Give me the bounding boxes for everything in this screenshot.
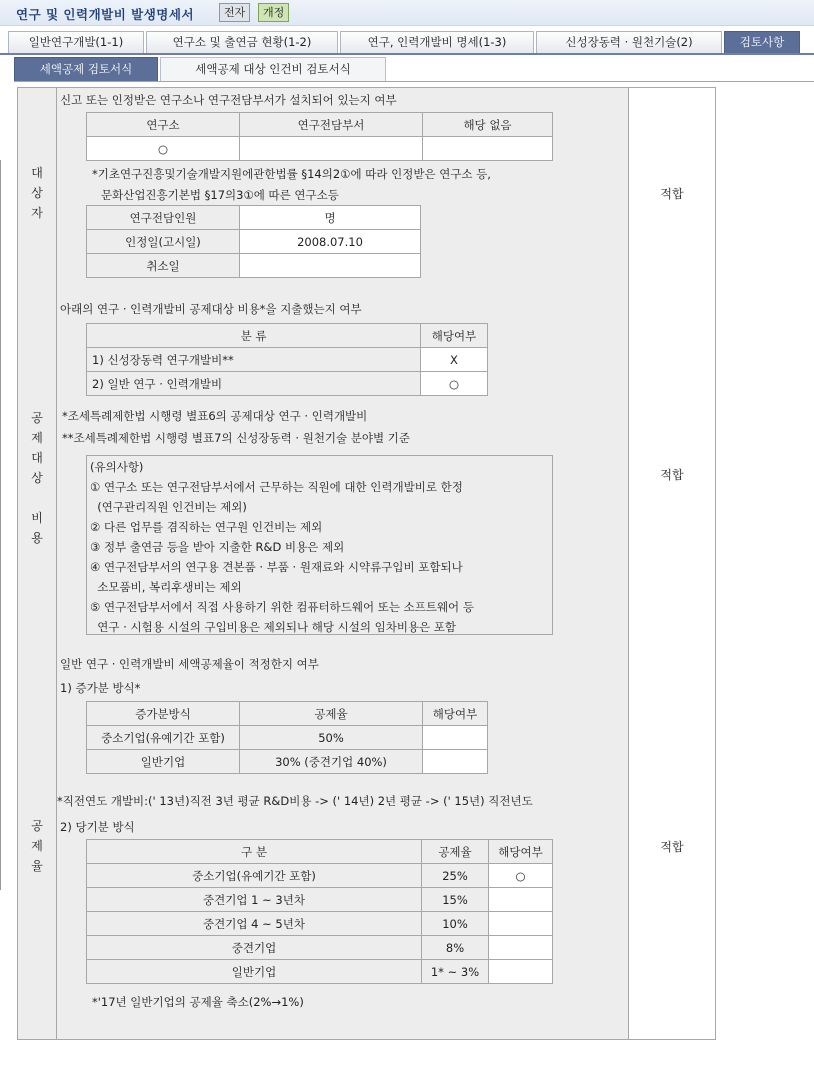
result-text: 적합 [660, 187, 684, 201]
lab-type-table [86, 112, 553, 161]
review-form [17, 87, 716, 1040]
general-apply[interactable] [423, 750, 488, 774]
caution-item-2: ② 다른 업무를 겸직하는 연구원 인건비는 제외 [90, 520, 323, 534]
caution-item-4: ④ 연구전담부서의 연구용 견본품 · 부품 · 원재료와 시약류구입비 포함되나 [90, 560, 463, 574]
lab-info-table [86, 205, 421, 278]
sub-tabs [14, 57, 814, 82]
tab-new-growth[interactable]: 신성장동력 · 원천기술(2) [536, 31, 722, 53]
section-label-rate: 공 제 율 [18, 653, 57, 1039]
none-value[interactable] [423, 137, 553, 161]
approval-date-value[interactable]: 2008.07.10 [240, 230, 421, 254]
incremental-header: 증가분방식 [87, 702, 240, 726]
general-rate: 1* ~ 3% [422, 960, 489, 984]
subtab-tax-credit-review[interactable]: 세액공제 검토서식 [14, 57, 158, 81]
tab-rnd-details[interactable]: 연구, 인력개발비 명세(1-3) [340, 31, 534, 53]
apply-header: 해당여부 [421, 324, 488, 348]
general-rate: 30% (중견기업 40%) [240, 750, 423, 774]
staff-count-label: 연구전담인원 [87, 206, 240, 230]
section-eligibility [18, 88, 715, 298]
dept-header: 연구전담부서 [240, 113, 423, 137]
revision-button[interactable]: 개정 [258, 3, 289, 22]
cancel-date-label: 취소일 [87, 254, 240, 278]
law-note-2: 문화산업진흥기본법 §17의3①에 따른 연구소등 [101, 188, 339, 202]
caution-item-1-cont: (연구관리직원 인건비는 제외) [90, 500, 247, 514]
general-apply[interactable] [489, 960, 553, 984]
page-title: 연구 및 인력개발비 발생명세서 [16, 7, 195, 22]
apply-header: 해당여부 [489, 840, 553, 864]
general-rnd-value[interactable]: ○ [421, 372, 488, 396]
result-costs [629, 297, 715, 653]
rate-reduction-note: *'17년 일반기업의 공제율 축소(2%→1%) [92, 995, 304, 1009]
rate-header: 공제율 [422, 840, 489, 864]
category-header: 구 분 [87, 840, 422, 864]
category-header: 분 류 [87, 324, 421, 348]
electronic-button[interactable]: 전자 [219, 3, 250, 22]
tab-review[interactable]: 검토사항 [724, 31, 800, 53]
current-rate-table [86, 839, 553, 984]
dept-value[interactable] [240, 137, 423, 161]
approval-date-label: 인정일(고시일) [87, 230, 240, 254]
law-note-1: *기초연구진흥및기술개발지원에관한법률 §14의2①에 따라 인정받은 연구소 등, [92, 167, 491, 181]
caution-item-1: ① 연구소 또는 연구전담부서에서 근무하는 직원에 대한 인력개발비로 한정 [90, 480, 463, 494]
main-tabs [0, 31, 814, 55]
section-body-rate [57, 653, 629, 1039]
caution-item-5-cont: 연구 · 시험용 시설의 구입비용은 제외되나 해당 시설의 임차비용은 포함 [90, 620, 457, 634]
sme-apply[interactable] [423, 726, 488, 750]
midsize-apply[interactable] [489, 936, 553, 960]
question-text: 아래의 연구 · 인력개발비 공제대상 비용*을 지출했는지 여부 [60, 302, 362, 316]
section-body-costs [57, 297, 629, 653]
result-rate [629, 653, 715, 1039]
midsize-rate: 8% [422, 936, 489, 960]
caution-item-5: ⑤ 연구전담부서에서 직접 사용하기 위한 컴퓨터하드웨어 또는 소프트웨어 등 [90, 600, 474, 614]
question-text: 일반 연구 · 인력개발비 세액공제율이 적정한지 여부 [60, 657, 319, 671]
staff-count-value[interactable]: 명 [240, 206, 421, 230]
title-bar [0, 0, 814, 26]
current-method-title: 2) 당기분 방식 [60, 820, 135, 834]
footnote-1: *조세특례제한법 시행령 별표6의 공제대상 연구 · 인력개발비 [62, 409, 368, 423]
sme-label: 중소기업(유예기간 포함) [87, 864, 422, 888]
section-body-eligibility [57, 88, 629, 297]
sme-rate: 25% [422, 864, 489, 888]
caution-notes [86, 455, 553, 635]
incremental-method-title: 1) 증가분 방식* [60, 681, 141, 695]
new-growth-rnd-label: 1) 신성장동력 연구개발비** [87, 348, 421, 372]
question-text: 신고 또는 인정받은 연구소나 연구전담부서가 설치되어 있는지 여부 [60, 93, 397, 107]
midsize-1-3-rate: 15% [422, 888, 489, 912]
tab-general-rnd[interactable]: 일반연구개발(1-1) [8, 31, 144, 53]
new-growth-rnd-value[interactable]: X [421, 348, 488, 372]
lab-header: 연구소 [87, 113, 240, 137]
none-header: 해당 없음 [423, 113, 553, 137]
sme-apply[interactable]: ○ [489, 864, 553, 888]
incremental-rate-table [86, 701, 488, 774]
midsize-4-5-apply[interactable] [489, 912, 553, 936]
prior-year-note: *직전연도 개발비:(' 13년)직전 3년 평균 R&D비용 -> (' 14년) 2년 평균 -> (' 15년) 직전년도 [57, 794, 533, 808]
left-divider [0, 160, 1, 890]
footnote-2: **조세특례제한법 시행령 별표7의 신성장동력 · 원천기술 분야별 기준 [62, 431, 411, 445]
midsize-1-3-apply[interactable] [489, 888, 553, 912]
general-label: 일반기업 [87, 750, 240, 774]
midsize-4-5-rate: 10% [422, 912, 489, 936]
general-label: 일반기업 [87, 960, 422, 984]
midsize-1-3-label: 중견기업 1 ~ 3년차 [87, 888, 422, 912]
subtab-labor-cost-review[interactable]: 세액공제 대상 인건비 검토서식 [160, 57, 386, 81]
rate-header: 공제율 [240, 702, 423, 726]
section-label-eligibility: 대 상 자 [18, 88, 57, 297]
caution-item-3: ③ 정부 출연금 등을 받아 지출한 R&D 비용은 제외 [90, 540, 345, 554]
apply-header: 해당여부 [423, 702, 488, 726]
tab-lab-status[interactable]: 연구소 및 출연금 현황(1-2) [146, 31, 338, 53]
section-credit-rate [18, 653, 715, 1039]
caution-title: (유의사항) [90, 460, 144, 474]
caution-item-4-cont: 소모품비, 복리후생비는 제외 [90, 580, 242, 594]
cost-category-table [86, 323, 488, 396]
cancel-date-value[interactable] [240, 254, 421, 278]
general-rnd-label: 2) 일반 연구 · 인력개발비 [87, 372, 421, 396]
lab-value[interactable]: ○ [87, 137, 240, 161]
section-eligible-costs [18, 297, 715, 654]
midsize-label: 중견기업 [87, 936, 422, 960]
sme-rate: 50% [240, 726, 423, 750]
sme-label: 중소기업(유예기간 포함) [87, 726, 240, 750]
midsize-4-5-label: 중견기업 4 ~ 5년차 [87, 912, 422, 936]
section-label-costs: 공 제 대 상 비 용 [18, 297, 57, 653]
result-text: 적합 [660, 468, 684, 482]
result-text: 적합 [660, 840, 684, 854]
result-eligibility [629, 88, 715, 297]
